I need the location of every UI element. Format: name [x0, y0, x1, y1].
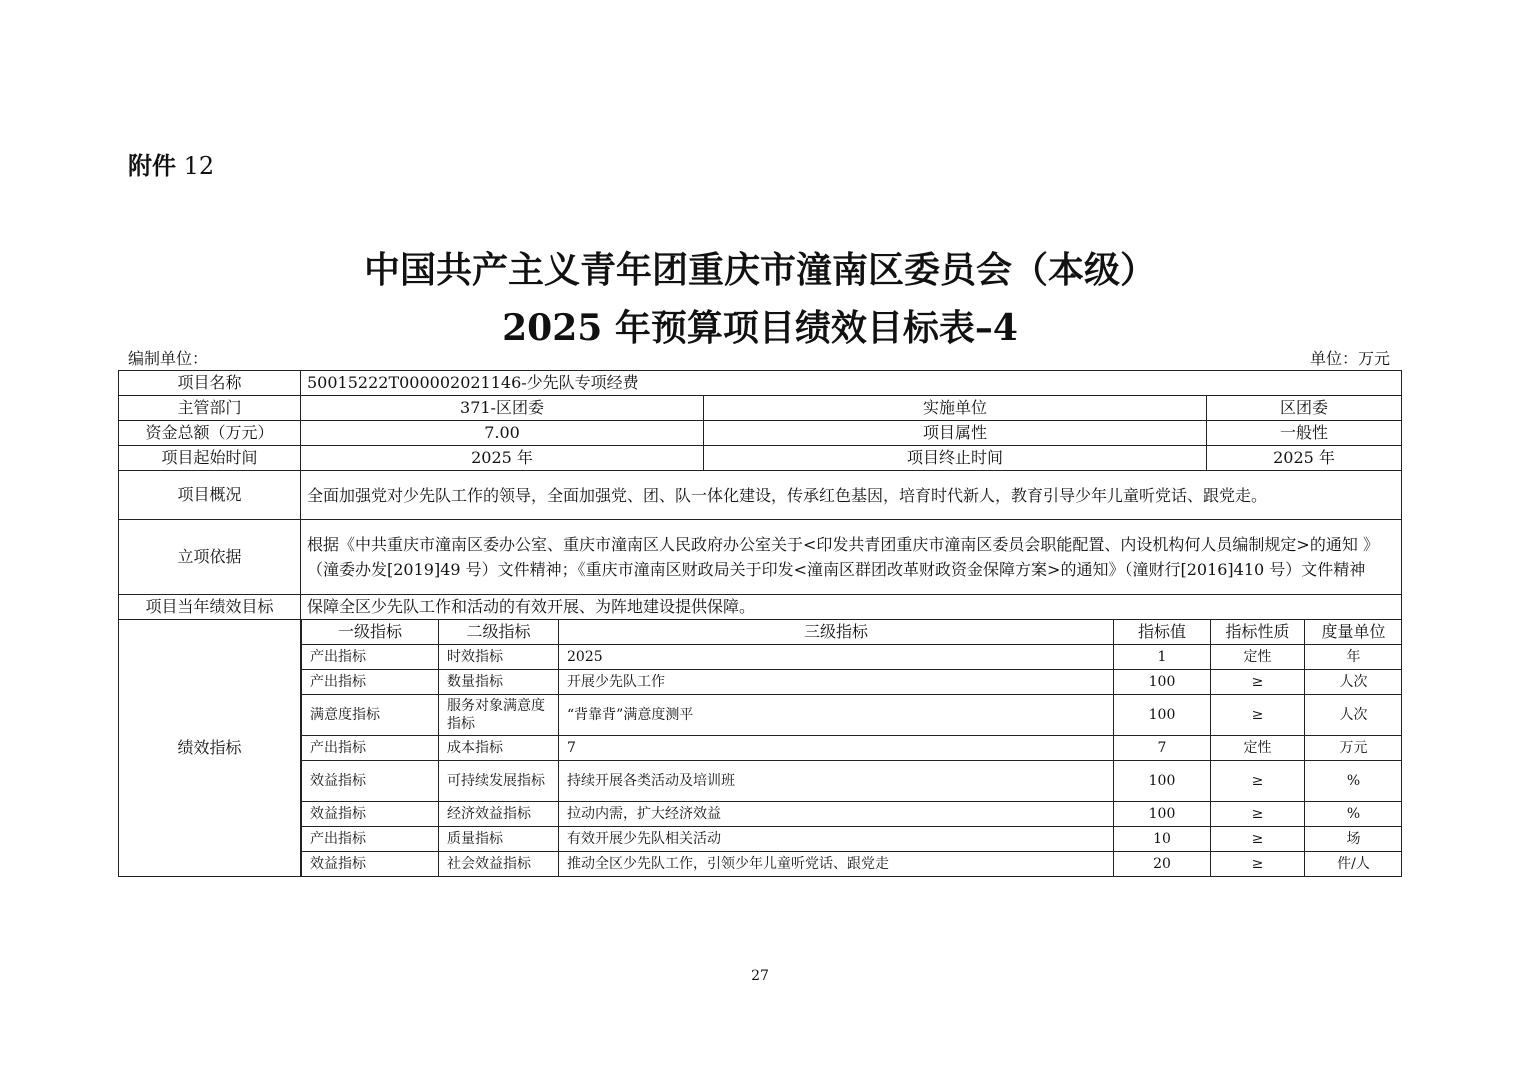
row-basis — [119, 520, 1402, 595]
cell-level3: 有效开展少先队相关活动 — [559, 827, 1114, 852]
cell-unit: 万元 — [1305, 736, 1402, 761]
basis-value: 根据《中共重庆市潼南区委办公室、重庆市潼南区人民政府办公室关于<印发共青团重庆市潼南区委员会职能配置、内设机构何人员编制规定>的通知 》（潼委办发[2019]49 号）文件精神；《重庆市潼南区财政局关于印发<潼南区群团改革财政资金保障方案>的通知》（潼财行[2016]410 号）文件精神 — [301, 520, 1402, 595]
compiler-label: 编制单位： — [128, 349, 209, 368]
cell-nature: ≥ — [1211, 695, 1305, 736]
basis-label: 立项依据 — [119, 520, 301, 595]
cell-value: 100 — [1114, 670, 1211, 695]
project-name-label: 项目名称 — [119, 371, 301, 396]
table-row — [302, 852, 1402, 877]
header-level1: 一级指标 — [302, 620, 439, 645]
table-row — [302, 645, 1402, 670]
indicators-cell — [301, 620, 1402, 877]
cell-unit: 人次 — [1305, 670, 1402, 695]
cell-value: 100 — [1114, 695, 1211, 736]
goal-label: 项目当年绩效目标 — [119, 595, 301, 620]
indicators-label: 绩效指标 — [119, 620, 301, 877]
cell-level1: 产出指标 — [302, 827, 439, 852]
cell-level1: 效益指标 — [302, 761, 439, 802]
attr-value: 一般性 — [1207, 421, 1402, 446]
cell-unit: 年 — [1305, 645, 1402, 670]
row-goal — [119, 595, 1402, 620]
project-name-value: 50015222T000002021146-少先队专项经费 — [301, 371, 1402, 396]
cell-level2: 可持续发展指标 — [439, 761, 559, 802]
dept-value: 371-区团委 — [301, 396, 704, 421]
row-fund — [119, 421, 1402, 446]
cell-level3: 7 — [559, 736, 1114, 761]
cell-level2: 数量指标 — [439, 670, 559, 695]
cell-unit: 场 — [1305, 827, 1402, 852]
end-value: 2025 年 — [1207, 446, 1402, 471]
cell-level2: 服务对象满意度指标 — [439, 695, 559, 736]
cell-nature: ≥ — [1211, 802, 1305, 827]
start-label: 项目起始时间 — [119, 446, 301, 471]
table-row — [302, 761, 1402, 802]
page-number: 27 — [751, 968, 769, 984]
cell-value: 20 — [1114, 852, 1211, 877]
row-project-name — [119, 371, 1402, 396]
cell-level2: 社会效益指标 — [439, 852, 559, 877]
unit-line — [128, 346, 1390, 368]
start-value: 2025 年 — [301, 446, 704, 471]
cell-level1: 产出指标 — [302, 645, 439, 670]
cell-nature: ≥ — [1211, 852, 1305, 877]
cell-level3: 推动全区少先队工作，引领少年儿童听党话、跟党走 — [559, 852, 1114, 877]
row-department — [119, 396, 1402, 421]
cell-level1: 效益指标 — [302, 852, 439, 877]
cell-unit: % — [1305, 802, 1402, 827]
document-title-line1: 中国共产主义青年团重庆市潼南区委员会（本级） — [363, 249, 1156, 291]
impl-label: 实施单位 — [704, 396, 1207, 421]
cell-level1: 产出指标 — [302, 736, 439, 761]
indicators-header-row — [302, 620, 1402, 645]
cell-nature: 定性 — [1211, 736, 1305, 761]
cell-value: 100 — [1114, 761, 1211, 802]
document-title-line2: 2025 年预算项目绩效目标表–4 — [502, 307, 1018, 349]
cell-level2: 经济效益指标 — [439, 802, 559, 827]
cell-level2: 成本指标 — [439, 736, 559, 761]
cell-level1: 产出指标 — [302, 670, 439, 695]
row-indicators — [119, 620, 1402, 877]
cell-level3: 2025 — [559, 645, 1114, 670]
fund-value: 7.00 — [301, 421, 704, 446]
table-row — [302, 736, 1402, 761]
cell-nature: ≥ — [1211, 670, 1305, 695]
cell-nature: ≥ — [1211, 827, 1305, 852]
row-time — [119, 446, 1402, 471]
header-unit: 度量单位 — [1305, 620, 1402, 645]
cell-level1: 满意度指标 — [302, 695, 439, 736]
indicators-table — [301, 620, 1402, 876]
attr-label: 项目属性 — [704, 421, 1207, 446]
goal-value: 保障全区少先队工作和活动的有效开展、为阵地建设提供保障。 — [301, 595, 1402, 620]
table-row — [302, 695, 1402, 736]
attachment-label — [128, 146, 214, 181]
cell-nature: ≥ — [1211, 761, 1305, 802]
header-nature: 指标性质 — [1211, 620, 1305, 645]
row-overview — [119, 471, 1402, 520]
cell-level3: “背靠背”满意度测平 — [559, 695, 1114, 736]
cell-value: 100 — [1114, 802, 1211, 827]
header-level3: 三级指标 — [559, 620, 1114, 645]
cell-value: 7 — [1114, 736, 1211, 761]
impl-value: 区团委 — [1207, 396, 1402, 421]
table-row — [302, 827, 1402, 852]
cell-unit: % — [1305, 761, 1402, 802]
cell-level2: 时效指标 — [439, 645, 559, 670]
attachment-number: 12 — [183, 152, 215, 180]
cell-nature: 定性 — [1211, 645, 1305, 670]
cell-level3: 拉动内需，扩大经济效益 — [559, 802, 1114, 827]
overview-value: 全面加强党对少先队工作的领导，全面加强党、团、队一体化建设，传承红色基因，培育时代新人，教育引导少年儿童听党话、跟党走。 — [301, 471, 1402, 520]
cell-unit: 件/人 — [1305, 852, 1402, 877]
attachment-word: 附件 — [128, 151, 176, 180]
cell-level1: 效益指标 — [302, 802, 439, 827]
header-level2: 二级指标 — [439, 620, 559, 645]
cell-level3: 持续开展各类活动及培训班 — [559, 761, 1114, 802]
unit-label: 单位：万元 — [1309, 349, 1390, 368]
end-label: 项目终止时间 — [704, 446, 1207, 471]
cell-value: 1 — [1114, 645, 1211, 670]
table-row — [302, 670, 1402, 695]
performance-target-table — [118, 370, 1402, 877]
fund-label: 资金总额（万元） — [119, 421, 301, 446]
overview-label: 项目概况 — [119, 471, 301, 520]
cell-unit: 人次 — [1305, 695, 1402, 736]
dept-label: 主管部门 — [119, 396, 301, 421]
cell-value: 10 — [1114, 827, 1211, 852]
table-row — [302, 802, 1402, 827]
cell-level2: 质量指标 — [439, 827, 559, 852]
cell-level3: 开展少先队工作 — [559, 670, 1114, 695]
header-value: 指标值 — [1114, 620, 1211, 645]
